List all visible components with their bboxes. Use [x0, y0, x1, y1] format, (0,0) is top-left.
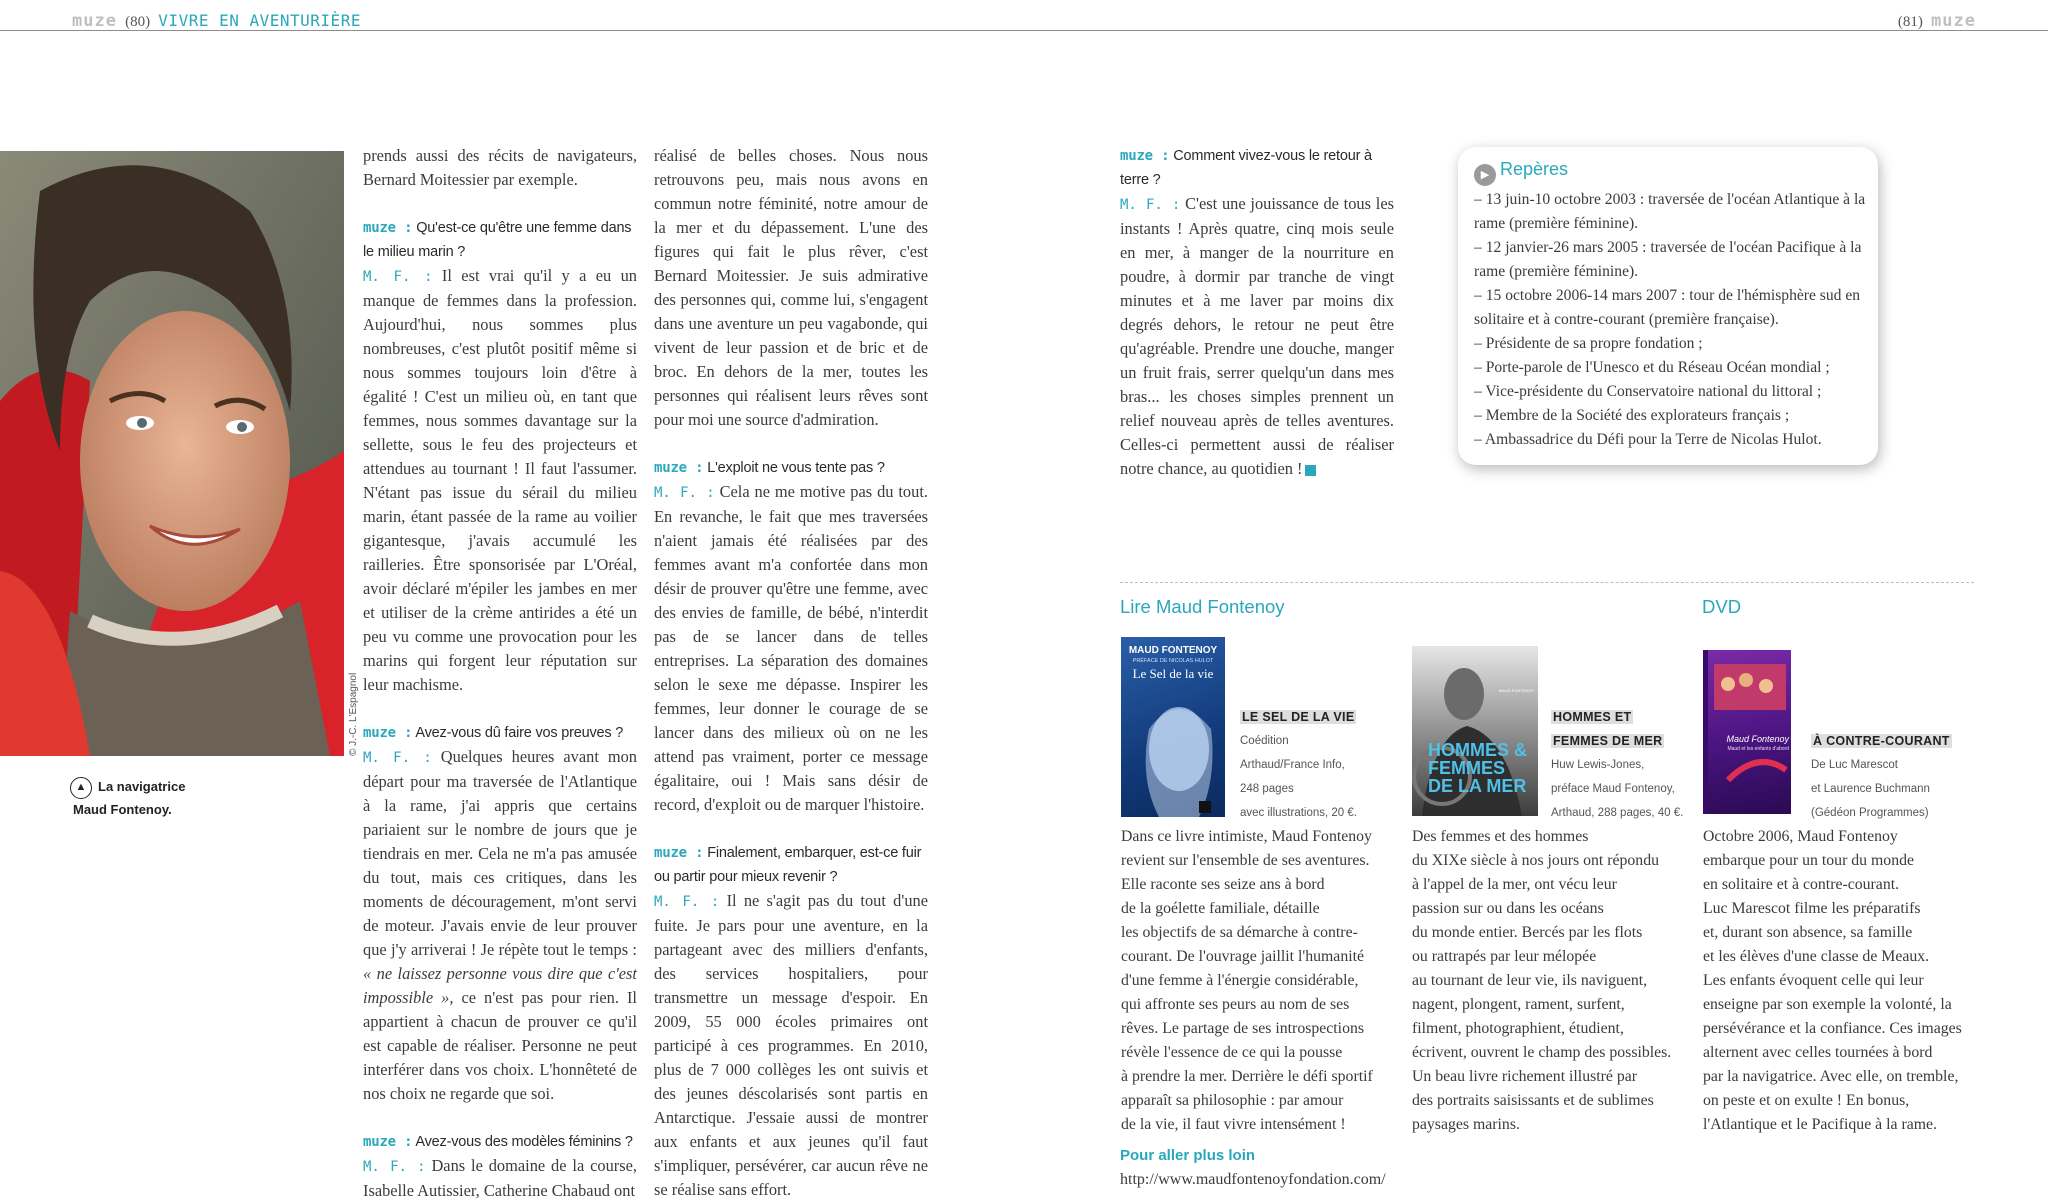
question-text: Avez-vous dû faire vos preuves ?: [415, 725, 624, 741]
caption-line-2: Maud Fontenoy.: [73, 801, 172, 817]
section-divider: [1120, 582, 1974, 583]
article-column-1: [363, 144, 637, 1200]
further-reading-title: Pour aller plus loin: [1120, 1147, 1256, 1164]
cover-title: Le Sel de la vie: [1132, 666, 1214, 681]
list-item: – 13 juin-10 octobre 2003 : traversée de l'océan Atlantique à la rame (première féminine).: [1474, 191, 1866, 232]
answer-quote: « ne laissez personne vous dire que c'est impossible »,: [363, 964, 637, 1007]
question: [654, 456, 928, 480]
list-item: – Présidente de sa propre fondation ;: [1474, 335, 1703, 352]
answer-label: M. F. :: [363, 1159, 426, 1175]
cover-author: MAUD FONTENOY: [1128, 645, 1218, 656]
header-right: [1894, 11, 1976, 32]
question-label: muze :: [363, 220, 413, 236]
question-text: Finalement, embarquer, est-ce fuir ou partir pour mieux revenir ?: [654, 845, 922, 885]
desc-line: Les enfants évoquent celle qui leur: [1703, 972, 1924, 989]
answer-text: C'est une jouissance de tous les instants ! Après quatre, cinq mois seule en mer, à manger de la nourriture en poudre, à dormir par tranche de vingt minutes et à me laver par moins dix degrés dehors, le retour ne peut être qu'agréable. Prendre une douche, manger un fruit frais, serrer quelqu'un dans mes bras... les choses simples prennent un relief nouveau après de telles aventures. Celles-ci permettent aussi de réaliser notre chance, au quotidien !: [1120, 194, 1394, 478]
question-label: muze :: [1120, 148, 1170, 164]
desc-line: par la navigatrice. Avec elle, on tremble,: [1703, 1068, 1959, 1085]
book-meta-line: Arthaud/France Info,: [1240, 759, 1345, 771]
section-title: VIVRE EN AVENTURIÈRE: [158, 11, 361, 30]
cover-crowd-image: [1708, 650, 1791, 814]
question-text: Avez-vous des modèles féminins ?: [415, 1134, 633, 1150]
dvd-cover-a-contre-courant: [1703, 650, 1791, 814]
reperes-box: [1458, 147, 1878, 465]
answer: [363, 1154, 637, 1200]
question: [363, 721, 637, 745]
desc-line: Luc Marescot filme les préparatifs: [1703, 900, 1921, 917]
cover-subtitle: Maud et les enfants d'abord: [1727, 746, 1789, 752]
book-meta-line: avec illustrations, 20 €.: [1240, 807, 1357, 819]
desc-line: à l'appel de la mer, ont vécu leur: [1412, 876, 1617, 893]
list-item: – Porte-parole de l'Unesco et du Réseau Océan mondial ;: [1474, 359, 1830, 376]
book-meta-line: Arthaud, 288 pages, 40 €.: [1551, 807, 1684, 819]
article-column-3: [1120, 144, 1394, 505]
cover-title: HOMMES & FEMMES DE LA MER: [1428, 740, 1527, 796]
desc-line: Elle raconte ses seize ans à bord: [1121, 876, 1325, 893]
reperes-title-text: Repères: [1500, 159, 1569, 179]
book-title-line2: FEMMES DE MER: [1553, 734, 1663, 748]
dvd-description: [1703, 825, 2003, 1137]
caption-line-1: La navigatrice: [98, 779, 186, 794]
desc-line: et, durant son absence, sa famille: [1703, 924, 1913, 941]
desc-line: on peste et on exulte ! En bonus,: [1703, 1092, 1910, 1109]
desc-line: révèle l'essence de ce qui la pousse: [1121, 1044, 1343, 1061]
answer-text: Cela ne me motive pas du tout. En revanche, le fait que mes traversées n'aient jamais été réalisées par des femmes avant m'a confortée dans mon désir de prouver qu'être une femme, avec des envies de famille, de bébé, n'interdit pas de se lancer dans de telles entreprises. La séparation des domaines selon le sexe me dépasse. Inspirer les femmes, leur donner le courage de se lancer dans des milieux où on ne les attend pas vraiment, porter ce message égalitaire, oui ! Mais sans désir de record, d'exploit ou de marquer l'histoire.: [654, 482, 928, 814]
book-cover-sel-de-la-vie: [1121, 637, 1225, 817]
book-title: LE SEL DE LA VIE: [1242, 710, 1355, 724]
cover-portrait-image: [1139, 689, 1219, 817]
answer-label: M. F. :: [654, 894, 720, 910]
paragraph: réalisé de belles choses. Nous nous retrouvons peu, mais nous avons en commun notre féminité, notre amour de la mer et du dépassement. L'une des figures qui fait le plus rêver, c'est Bernard Moitessier. Je suis admirative des personnes qui, comme lui, s'engagent dans une aventure un peu vagabonde, qui vivent de leur passion et de bric et de broc. En dehors de la mer, toutes les personnes qui réalisent leurs rêves sont pour moi une source d'admiration.: [654, 146, 928, 429]
photo-caption: [70, 776, 185, 820]
desc-line: en solitaire et à contre-courant.: [1703, 876, 1900, 893]
desc-line: Octobre 2006, Maud Fontenoy: [1703, 828, 1898, 845]
question: [363, 216, 637, 264]
desc-line: Dans ce livre intimiste, Maud Fontenoy: [1121, 828, 1372, 845]
question-label: muze :: [654, 460, 704, 476]
question-label: muze :: [363, 725, 413, 741]
question: [1120, 144, 1394, 192]
book-meta-line: 248 pages: [1240, 783, 1294, 795]
desc-line: l'Atlantique et le Pacifique à la rame.: [1703, 1116, 1937, 1133]
answer-label: M. F. :: [363, 750, 432, 766]
answer-label: M. F. :: [1120, 197, 1181, 213]
book1-meta: [1240, 705, 1357, 825]
answer: [1120, 192, 1394, 481]
book-meta-line: Huw Lewis-Jones,: [1551, 759, 1645, 771]
reperes-list: [1474, 188, 1866, 452]
paragraph: prends aussi des récits de navigateurs, Bernard Moitessier par exemple.: [363, 146, 637, 189]
desc-line: enseigne par son exemple la volonté, la: [1703, 996, 1952, 1013]
desc-line: embarque pour un tour du monde: [1703, 852, 1915, 869]
dvd-section-title: DVD: [1702, 596, 1742, 617]
cover-author: MAUD FONTENOY: [1498, 688, 1534, 693]
play-icon: ▶: [1474, 164, 1496, 186]
cover-title: Maud Fontenoy: [1726, 734, 1789, 744]
dvd-meta-line: (Gédéon Programmes): [1811, 807, 1929, 819]
answer-text: Dans le domaine de la course, Isabelle Autissier, Catherine Chabaud ont: [363, 1156, 637, 1200]
question-label: muze :: [363, 1134, 413, 1150]
desc-line: persévérance et la confiance. Ces images: [1703, 1020, 1962, 1037]
desc-line: nagent, plongent, rament, surfent,: [1412, 996, 1625, 1013]
photo-credit: © J.-C. L'Espagnol: [348, 672, 359, 756]
list-item: – Membre de la Société des explorateurs français ;: [1474, 407, 1790, 424]
desc-line: passion sur ou dans les océans: [1412, 900, 1604, 917]
desc-line: ou rattrapés par leur mélopée: [1412, 948, 1597, 965]
book2-meta: [1551, 705, 1683, 825]
question-label: muze :: [654, 845, 704, 861]
list-item: – 12 janvier-26 mars 2005 : traversée de l'océan Pacifique à la rame (première féminine).: [1474, 239, 1862, 280]
answer: [363, 264, 637, 697]
desc-line: à prendre la mer. Derrière le défi sportif: [1121, 1068, 1373, 1085]
answer: [654, 889, 928, 1200]
desc-line: apparaît sa philosophie : par amour: [1121, 1092, 1344, 1109]
desc-line: Un beau livre richement illustré par: [1412, 1068, 1638, 1085]
page-number-left: (80): [125, 14, 151, 30]
answer-text: Il est vrai qu'il y a eu un manque de femmes dans la profession. Aujourd'hui, nous sommes plus nombreuses, c'est plutôt positif même si nous sommes toujours loin d'être à égalité ! C'est un milieu où, en tant que femmes, nous sommes davantage sur la sellette, sous le feu des projecteurs et attendues au tournant ! Il faut l'assumer. N'étant pas issue du sérail du milieu marin, étant passée de la rame au voilier gigantesque, j'avais accumulé les railleries. Être sponsorisée par L'Oréal, avoir déclaré m'épiler les jambes en mer et utiliser de la crème antirides a été un peu vu comme une provocation pour les marins qui forgent leur réputation sur leur machisme.: [363, 266, 637, 694]
book-title-line1: HOMMES ET: [1553, 710, 1632, 724]
question-text: Comment vivez-vous le retour à terre ?: [1120, 148, 1372, 188]
answer: [654, 480, 928, 817]
article-column-2: [654, 144, 928, 1200]
question: [363, 1130, 637, 1154]
question: [654, 841, 928, 889]
desc-line: filment, photographient, étudient,: [1412, 1020, 1624, 1037]
page-number-right: (81): [1897, 14, 1923, 30]
end-mark-icon: [1305, 465, 1316, 476]
desc-line: et les élèves d'une classe de Meaux.: [1703, 948, 1930, 965]
foundation-link[interactable]: http://www.maudfontenoyfondation.com/: [1120, 1171, 1386, 1188]
desc-line: revient sur l'ensemble de ses aventures.: [1121, 852, 1370, 869]
desc-line: écrivent, ouvrent le champ des possibles.: [1412, 1044, 1672, 1061]
desc-line: Des femmes et des hommes: [1412, 828, 1589, 845]
dvd-meta-line: De Luc Marescot: [1811, 759, 1898, 771]
desc-line: des portraits saisissants et de sublimes: [1412, 1092, 1654, 1109]
desc-line: alternent avec celles tournées à bord: [1703, 1044, 1933, 1061]
reperes-title: [1474, 156, 1866, 186]
book-meta-line: préface Maud Fontenoy,: [1551, 783, 1675, 795]
desc-line: du XIXe siècle à nos jours ont répondu: [1412, 852, 1659, 869]
desc-line: de la vie, il faut vivre intensément !: [1121, 1116, 1346, 1133]
answer-text: ce n'est pas pour rien. Il appartient à chacun de prouver ce qu'il est capable de réaliser. Personne ne peut interférer dans vos choix. L'honnêteté de nos choix ne regarde que soi.: [363, 988, 637, 1103]
books-section-title: Lire Maud Fontenoy: [1120, 596, 1285, 617]
portrait-photo: [0, 151, 344, 756]
cover-preface: PRÉFACE DE NICOLAS HULOT: [1132, 658, 1214, 664]
desc-line: de la goélette familiale, détaille: [1121, 900, 1320, 917]
answer-text: Il ne s'agit pas du tout d'une fuite. Je pars pour une aventure, en la partageant avec des milliers d'enfants, des services hospitaliers, pour transmettre un message d'espoir. En 2009, 55 000 écoles primaires ont participé à ces programmes. En 2010, plus de 7 000 collèges les ont suivis et des jeunes déscolarisés sont partis en Antarctique. J'essaie aussi de montrer aux enfants et aux jeunes qu'il faut s'impliquer, persévérer, car aucun rêve ne se réalise sans effort.: [654, 891, 928, 1199]
desc-line: du monde entier. Bercés par les flots: [1412, 924, 1643, 941]
list-item: – Vice-présidente du Conservatoire national du littoral ;: [1474, 383, 1822, 400]
dvd-meta-line: et Laurence Buchmann: [1811, 783, 1930, 795]
triangle-icon: ▲: [70, 777, 92, 799]
desc-line: les objectifs de sa démarche à contre-: [1121, 924, 1358, 941]
question-text: Qu'est-ce qu'être une femme dans le milieu marin ?: [363, 220, 632, 260]
desc-line: rêves. Le partage de ses introspections: [1121, 1020, 1365, 1037]
magazine-brand-left: muze: [72, 11, 117, 31]
list-item: – Ambassadrice du Défi pour la Terre de Nicolas Hulot.: [1474, 431, 1822, 448]
desc-line: courant. De l'ouvrage jaillit l'humanité: [1121, 948, 1365, 965]
dvd-meta: [1811, 729, 1952, 825]
book2-description: [1412, 825, 1702, 1137]
question-text: L'exploit ne vous tente pas ?: [707, 460, 885, 476]
answer-label: M. F. :: [654, 485, 715, 501]
desc-line: au tournant de leur vie, ils naviguent,: [1412, 972, 1648, 989]
dvd-title: À CONTRE-COURANT: [1813, 734, 1950, 748]
book1-description: [1121, 825, 1411, 1137]
list-item: – 15 octobre 2006-14 mars 2007 : tour de l'hémisphère sud en solitaire et à contre-courant (première française).: [1474, 287, 1861, 328]
desc-line: d'une femme à l'énergie considérable,: [1121, 972, 1359, 989]
answer: [363, 745, 637, 1106]
magazine-brand-right: muze: [1931, 11, 1976, 31]
book-cover-hommes-et-femmes-de-mer: [1412, 646, 1538, 816]
header-left: [72, 11, 361, 32]
answer-label: M. F. :: [363, 269, 433, 285]
book-meta-line: Coédition: [1240, 735, 1289, 747]
answer-text: Quelques heures avant mon départ pour ma traversée de l'Atlantique à la rame, j'ai appris que certains pariaient sur le nombre de jours que je tiendrais en mer. Cela ne m'a pas amusée du tout, mais ces critiques, dans les moments de découragement, m'ont servi de moteur. J'avais envie de leur prouver que j'y arriverai ! Je répète tout le temps :: [363, 747, 637, 959]
desc-line: paysages marins.: [1412, 1116, 1520, 1133]
desc-line: qui affronte ses peurs au nom de ses: [1121, 996, 1350, 1013]
